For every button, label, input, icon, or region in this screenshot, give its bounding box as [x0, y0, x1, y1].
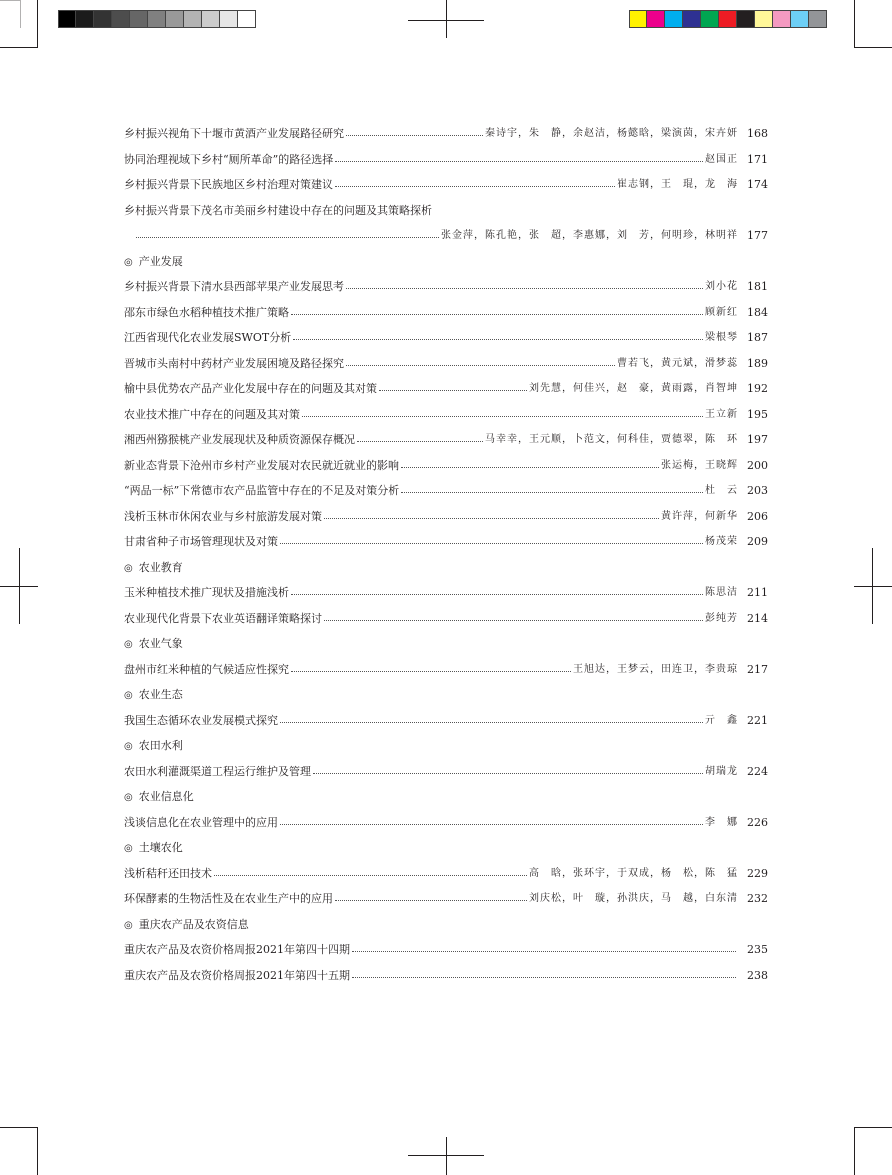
gray-swatch	[58, 10, 76, 28]
gray-swatch	[94, 10, 112, 28]
crop-mark	[855, 47, 892, 48]
entry-title: 新业态背景下沧州市乡村产业发展对农民就近就业的影响	[124, 458, 399, 472]
entry-page: 171	[747, 152, 768, 166]
section-heading	[124, 249, 768, 275]
dot-leader	[352, 977, 736, 978]
toc-entry[interactable]	[124, 529, 768, 555]
entry-title: 浅析玉林市休闲农业与乡村旅游发展对策	[124, 509, 322, 523]
entry-authors: 杜 云	[705, 485, 738, 496]
section-label: 农业生态	[138, 688, 183, 701]
entry-authors: 高 晗，张环宇，于双成，杨 松，陈 猛	[529, 867, 738, 879]
registration-mark	[19, 548, 20, 624]
crop-mark	[854, 0, 855, 48]
entry-authors: 刘庆松，叶 璇，孙洪庆，马 越，白东清	[529, 893, 738, 904]
crop-mark	[0, 47, 37, 48]
entry-page: 221	[747, 713, 768, 727]
entry-title: 玉米种植技术推广现状及措施浅析	[124, 586, 289, 599]
entry-authors: 胡瑞龙	[705, 765, 738, 777]
section-label: 土壤农化	[138, 841, 183, 854]
dot-leader	[302, 416, 703, 417]
toc-entry[interactable]	[124, 580, 768, 606]
dot-leader	[280, 824, 703, 825]
entry-page: 197	[747, 433, 768, 446]
entry-title: 榆中县优势农产品产业化发展中存在的问题及其对策	[124, 382, 377, 395]
entry-page: 226	[747, 815, 768, 829]
entry-title: 农业技术推广中存在的问题及其对策	[124, 407, 300, 421]
crop-mark	[855, 1127, 892, 1128]
entry-title: 盘州市红米种植的气候适应性探究	[124, 662, 289, 676]
entry-page: 200	[747, 458, 768, 472]
gray-swatch	[130, 10, 148, 28]
entry-authors: 杨茂荣	[705, 536, 738, 547]
entry-page: 217	[747, 662, 768, 676]
color-swatch	[755, 10, 773, 28]
entry-title: 浅谈信息化在农业管理中的应用	[124, 815, 278, 829]
registration-mark	[446, 0, 447, 38]
dot-leader	[324, 518, 659, 519]
entry-page: 238	[747, 968, 768, 982]
gray-swatch	[166, 10, 184, 28]
section-label: 农业气象	[138, 637, 183, 650]
dot-leader	[401, 467, 659, 468]
section-heading	[124, 733, 768, 759]
entry-title: 协同治理视域下乡村“厕所革命”的路径选择	[124, 152, 334, 166]
entry-authors: 黄许萍，何新华	[661, 510, 738, 522]
crop-mark	[37, 1127, 38, 1175]
entry-page: 187	[747, 331, 768, 344]
entry-authors: 陈思洁	[705, 587, 738, 598]
dot-leader	[335, 186, 615, 187]
entry-authors: 马幸幸，王元顺，卜范文，何科佳，贾德翠，陈 环	[485, 434, 738, 445]
toc-entry[interactable]	[124, 121, 768, 147]
bullseye-icon: ◎	[124, 843, 133, 854]
dot-leader	[280, 722, 703, 723]
entry-authors: 彭纯芳	[705, 612, 738, 624]
section-label: 产业发展	[138, 254, 183, 268]
entry-title: 乡村振兴背景下茂名市美丽乡村建设中存在的问题及其策略探析	[124, 203, 432, 217]
entry-authors: 李 娜	[705, 816, 738, 828]
entry-title: 环保酵素的生物活性及在农业生产中的应用	[124, 892, 333, 905]
gray-swatch	[220, 10, 238, 28]
toc-entry[interactable]	[124, 172, 768, 198]
entry-page: 214	[747, 611, 768, 625]
toc-entry[interactable]	[124, 198, 768, 224]
entry-title: 乡村振兴背景下清水县西部苹果产业发展思考	[124, 280, 344, 293]
dot-leader	[379, 390, 527, 391]
entry-title: 浅析秸秆还田技术	[124, 866, 212, 880]
toc-entry[interactable]	[124, 376, 768, 402]
entry-title: 江西省现代化农业发展SWOT分析	[124, 331, 292, 344]
toc-entry[interactable]	[124, 708, 768, 734]
color-swatch	[737, 10, 755, 28]
entry-page: 168	[747, 127, 768, 140]
section-heading	[124, 682, 768, 708]
entry-page: 174	[747, 178, 768, 191]
entry-title: 湘西州猕猴桃产业发展现状及种质资源保存概况	[124, 433, 355, 446]
entry-title: “两品一标”下常德市农产品监管中存在的不足及对策分析	[124, 484, 400, 497]
bullseye-icon: ◎	[124, 690, 133, 701]
dot-leader	[352, 951, 736, 952]
entry-page: 189	[747, 356, 768, 370]
entry-authors: 亓 鑫	[705, 714, 738, 726]
section-heading	[124, 835, 768, 861]
crop-mark	[854, 1127, 855, 1175]
color-swatch	[791, 10, 809, 28]
toc-entry[interactable]	[124, 325, 768, 351]
bullseye-icon: ◎	[124, 256, 133, 268]
dot-leader	[214, 875, 527, 876]
entry-authors: 王立新	[705, 408, 738, 420]
toc-entry[interactable]	[124, 223, 768, 249]
dot-leader	[291, 671, 571, 672]
dot-leader	[401, 492, 703, 493]
entry-page: 206	[747, 509, 768, 523]
color-swatch	[629, 10, 647, 28]
entry-page: 211	[747, 586, 768, 599]
dot-leader	[291, 594, 703, 595]
entry-title: 乡村振兴视角下十堰市黄酒产业发展路径研究	[124, 127, 344, 140]
bullseye-icon: ◎	[124, 639, 133, 650]
crop-mark	[37, 0, 38, 48]
dot-leader	[335, 900, 527, 901]
entry-authors: 刘小花	[705, 281, 738, 292]
bullseye-icon: ◎	[124, 741, 133, 752]
entry-page: 235	[747, 943, 768, 956]
entry-title: 农田水利灌溉渠道工程运行维护及管理	[124, 764, 311, 778]
toc-entry[interactable]	[124, 810, 768, 836]
color-swatch	[809, 10, 827, 28]
table-of-contents	[124, 121, 768, 988]
entry-page: 192	[747, 382, 768, 395]
entry-title: 晋城市头南村中药材产业发展困境及路径探究	[124, 356, 344, 370]
dot-leader	[313, 773, 703, 774]
color-swatch	[647, 10, 665, 28]
section-label: 农业信息化	[138, 790, 194, 803]
color-swatch	[719, 10, 737, 28]
color-swatch	[665, 10, 683, 28]
entry-authors: 赵国正	[705, 153, 738, 165]
section-label: 农田水利	[138, 739, 183, 752]
dot-leader	[357, 441, 483, 442]
registration-mark	[872, 548, 873, 624]
entry-authors: 王旭达，王梦云，田连卫，李贵琼	[573, 663, 738, 675]
entry-authors: 曹若飞，黄元斌，滑梦蕊	[617, 357, 738, 369]
entry-authors: 秦诗宇，朱 静，余赵洁，杨懿晗，梁演茵，宋卉妍	[485, 128, 738, 139]
toc-entry[interactable]	[124, 606, 768, 632]
bullseye-icon: ◎	[124, 562, 133, 574]
entry-authors: 张运梅，王晓辉	[661, 459, 738, 471]
dot-leader	[280, 543, 703, 544]
grayscale-bar	[58, 10, 256, 28]
toc-entry[interactable]	[124, 861, 768, 887]
toc-entry[interactable]	[124, 453, 768, 479]
toc-entry[interactable]	[124, 351, 768, 377]
gray-swatch	[202, 10, 220, 28]
toc-entry[interactable]	[124, 886, 768, 912]
entry-page: 177	[747, 229, 768, 242]
entry-title: 农业现代化背景下农业英语翻译策略探讨	[124, 611, 322, 625]
dot-leader	[293, 339, 703, 340]
crop-mark	[0, 1127, 37, 1128]
color-swatch	[773, 10, 791, 28]
dot-leader	[291, 314, 703, 315]
entry-title: 甘肃省种子市场管理现状及对策	[124, 535, 278, 548]
section-heading	[124, 784, 768, 810]
section-heading	[124, 631, 768, 657]
bullseye-icon: ◎	[124, 919, 133, 931]
entry-page: 181	[747, 280, 768, 293]
toc-entry[interactable]	[124, 300, 768, 326]
entry-page: 203	[747, 484, 768, 497]
crop-mark	[20, 0, 21, 28]
section-heading	[124, 555, 768, 581]
dot-leader	[346, 365, 615, 366]
gray-swatch	[76, 10, 94, 28]
entry-title: 我国生态循环农业发展模式探究	[124, 713, 278, 727]
entry-page: 209	[747, 535, 768, 548]
toc-entry[interactable]	[124, 274, 768, 300]
toc-entry[interactable]	[124, 147, 768, 173]
section-label: 重庆农产品及农资信息	[138, 917, 249, 931]
toc-entry[interactable]	[124, 402, 768, 428]
entry-authors: 张金萍，陈孔艳，张 超，李惠娜，刘 芳，何明珍，林明祥	[441, 230, 738, 241]
entry-authors: 刘先慧，何佳兴，赵 豪，黄雨露，肖智坤	[529, 383, 738, 394]
toc-entry[interactable]	[124, 657, 768, 683]
bullseye-icon: ◎	[124, 792, 133, 803]
dot-leader	[346, 288, 703, 289]
entry-title: 乡村振兴背景下民族地区乡村治理对策建议	[124, 178, 333, 191]
gray-swatch	[112, 10, 130, 28]
toc-entry[interactable]	[124, 963, 768, 989]
entry-authors: 顾新红	[705, 306, 738, 318]
dot-leader	[136, 237, 439, 238]
entry-page: 195	[747, 407, 768, 421]
gray-swatch	[184, 10, 202, 28]
gray-swatch	[238, 10, 256, 28]
dot-leader	[324, 620, 703, 621]
entry-title: 重庆农产品及农资价格周报2021年第四十五期	[124, 968, 350, 982]
color-control-bar	[629, 10, 827, 28]
section-heading	[124, 912, 768, 938]
entry-authors: 崔志钢，王 琨，龙 海	[617, 179, 738, 190]
gray-swatch	[148, 10, 166, 28]
toc-entry[interactable]	[124, 759, 768, 785]
toc-entry[interactable]	[124, 937, 768, 963]
color-swatch	[701, 10, 719, 28]
entry-authors: 梁根琴	[705, 332, 738, 343]
entry-title: 邵东市绿色水稻种植技术推广策略	[124, 305, 289, 319]
entry-title: 重庆农产品及农资价格周报2021年第四十四期	[124, 943, 350, 956]
registration-mark	[854, 586, 892, 587]
dot-leader	[335, 161, 703, 162]
entry-page: 229	[747, 866, 768, 880]
registration-mark	[446, 1137, 447, 1175]
toc-entry[interactable]	[124, 504, 768, 530]
color-swatch	[683, 10, 701, 28]
entry-page: 232	[747, 892, 768, 905]
section-label: 农业教育	[138, 560, 183, 574]
toc-entry[interactable]	[124, 427, 768, 453]
dot-leader	[346, 135, 483, 136]
toc-entry[interactable]	[124, 478, 768, 504]
crop-mark	[0, 0, 20, 1]
entry-page: 224	[747, 764, 768, 778]
entry-page: 184	[747, 305, 768, 319]
